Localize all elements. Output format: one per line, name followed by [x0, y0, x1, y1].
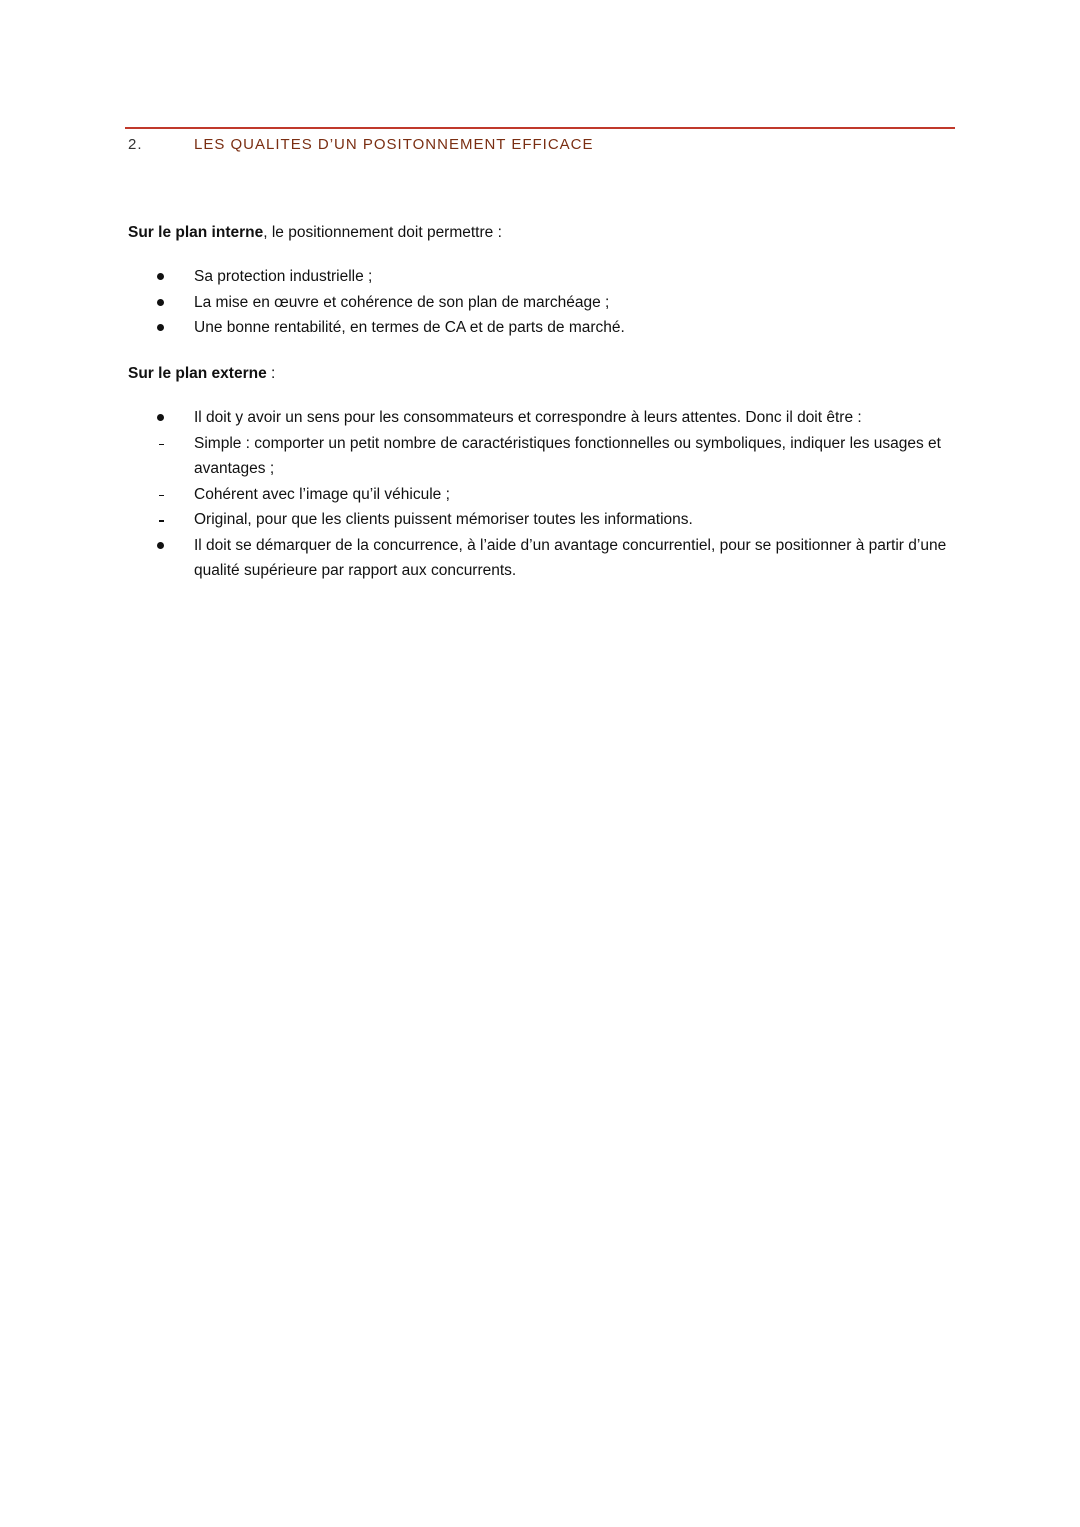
list-item-text: Cohérent avec l’image qu’il véhicule ; — [194, 485, 450, 503]
list-item — [128, 290, 948, 316]
heading-rule — [125, 127, 955, 129]
list-item — [128, 405, 948, 431]
list-item-text: Une bonne rentabilité, en termes de CA et de parts de marché. — [194, 319, 625, 336]
list-item — [128, 533, 948, 584]
list-item — [128, 264, 948, 290]
list-item — [128, 507, 948, 533]
list-item-text: Il doit y avoir un sens pour les consommateurs et correspondre à leurs attentes. Donc il doit être : — [194, 409, 862, 426]
external-list — [128, 405, 948, 584]
internal-list — [128, 264, 948, 341]
external-lead — [128, 361, 275, 386]
list-item-text: La mise en œuvre et cohérence de son plan de marchéage ; — [194, 293, 610, 311]
list-item — [128, 315, 948, 341]
internal-lead — [128, 220, 502, 245]
section-number: 2. — [128, 136, 143, 153]
internal-lead-rest: , le positionnement doit permettre : — [263, 224, 502, 241]
list-item — [128, 482, 948, 508]
section-heading — [128, 136, 948, 158]
external-lead-rest: : — [266, 365, 276, 382]
list-item-text: Sa protection industrielle ; — [194, 268, 373, 285]
list-item — [128, 431, 948, 482]
list-item-text: Il doit se démarquer de la concurrence, à l’aide d’un avantage concurrentiel, pour se positionner à partir d’une qualité supérieure par rapport aux concurrents. — [194, 536, 947, 579]
list-item-text: Original, pour que les clients puissent mémoriser toutes les informations. — [194, 511, 693, 528]
list-item-text: Simple : comporter un petit nombre de caractéristiques fonctionnelles ou symboliques, indiquer les usages et avantages ; — [194, 434, 941, 477]
internal-lead-bold: Sur le plan interne — [128, 224, 264, 241]
external-lead-bold: Sur le plan externe — [128, 365, 267, 382]
section-title: LES QUALITES D’UN POSITONNEMENT EFFICACE — [194, 136, 594, 153]
